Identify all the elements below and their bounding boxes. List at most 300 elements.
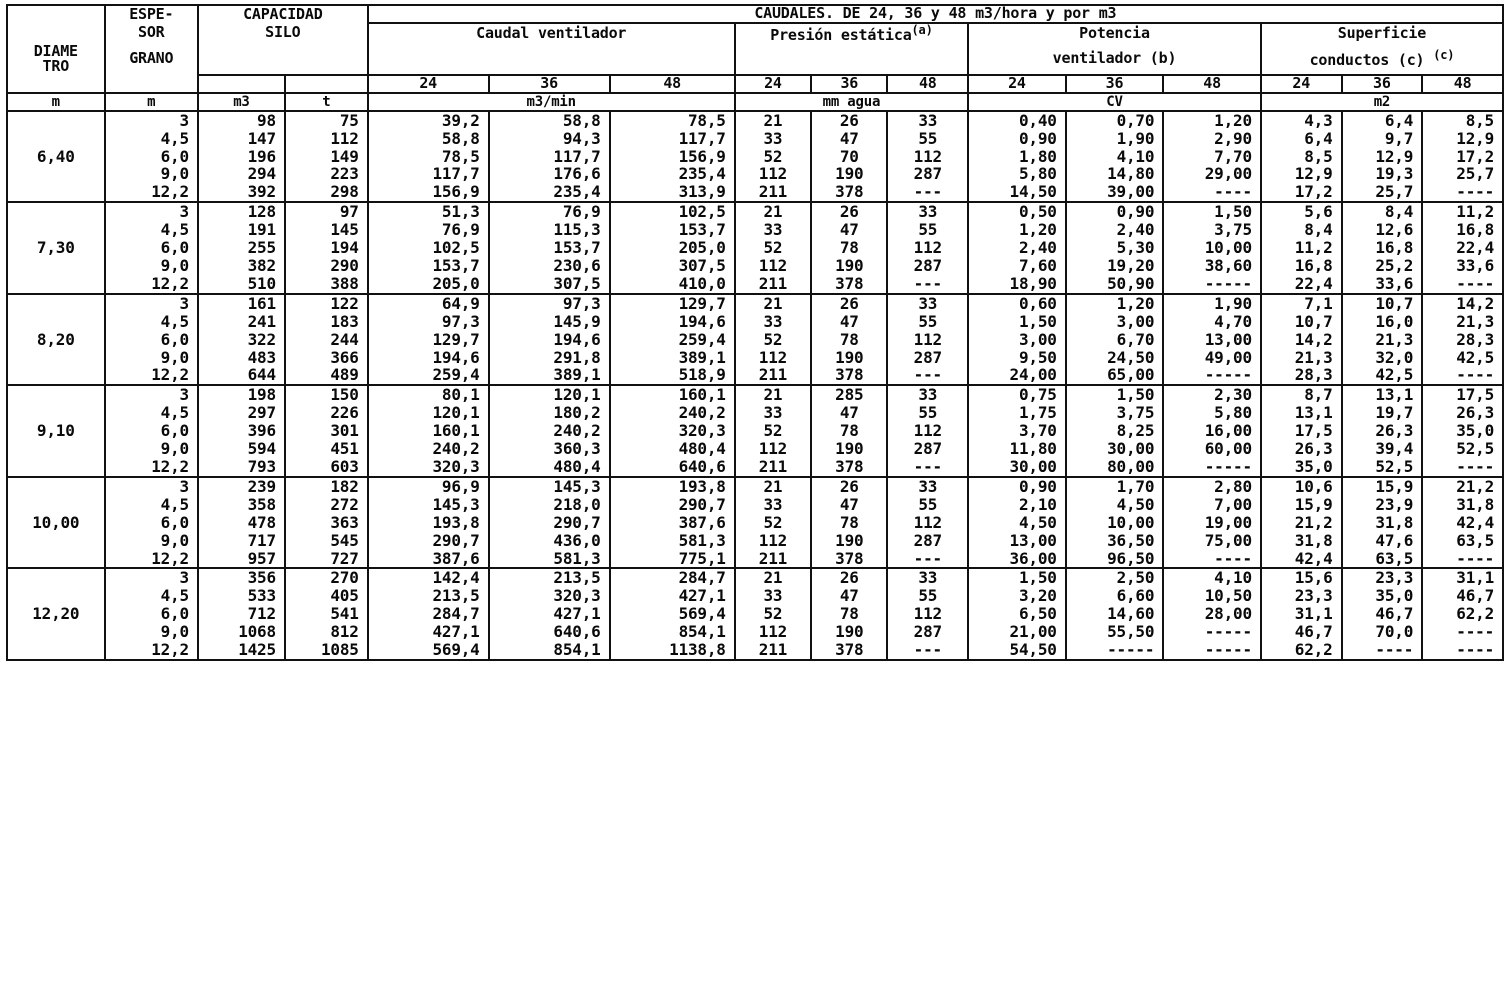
cell-value: 389,1 [678, 347, 726, 367]
cell-value: 8,25 [1116, 421, 1155, 441]
cell-value: 211 [758, 182, 788, 202]
group-superficie-36-cell [1342, 294, 1423, 386]
cell-value: 145 [330, 220, 359, 240]
cell-value: 378 [835, 365, 864, 385]
cell-value: 97 [339, 202, 359, 222]
cell-value: --- [913, 182, 942, 202]
cell-value: 3 [179, 476, 189, 496]
cell-value: 117,7 [432, 164, 480, 184]
cell-value: 26 [839, 476, 859, 496]
cell-value: 112 [913, 604, 942, 624]
cell-value: 7,60 [1018, 256, 1057, 275]
cell-value: 1085 [320, 640, 359, 660]
group-superficie-24-cell [1261, 477, 1342, 569]
header-presion-label: Presión estática [770, 25, 912, 44]
group-caudal-24-cell [368, 385, 489, 477]
cell-value: 533 [247, 586, 276, 606]
cell-value: 52 [763, 421, 783, 441]
group-capacidad-m3-cell [198, 568, 285, 660]
cell-value: 7,00 [1214, 494, 1252, 514]
cell-value: 290,7 [678, 494, 726, 514]
cell-value: 191 [247, 220, 276, 240]
header-row-flowcols [7, 75, 1503, 93]
cell-value: 50,90 [1107, 273, 1155, 293]
cell-value: 603 [330, 456, 359, 476]
cell-value: 62,2 [1294, 640, 1333, 660]
cell-value: 378 [835, 182, 864, 202]
cell-value: 63,5 [1375, 548, 1414, 568]
group-capacidad-t-cell [285, 568, 368, 660]
cell-value: 120,1 [553, 385, 601, 405]
cell-value: 478 [247, 512, 276, 532]
header-espesor-1: ESPE- [105, 5, 198, 23]
cell-value: 569,4 [678, 604, 726, 624]
cell-value: 6,0 [160, 512, 189, 532]
cell-value: 193,8 [432, 512, 480, 532]
header-row-sublabels [7, 44, 1503, 76]
cell-value: 3 [179, 202, 189, 222]
header-potencia-24: 24 [968, 75, 1066, 93]
cell-value: 42,5 [1375, 365, 1414, 385]
cell-value: 270 [330, 568, 359, 588]
cell-value: 366 [330, 347, 359, 367]
cell-value: 378 [835, 273, 864, 293]
cell-value: 16,00 [1204, 421, 1252, 441]
cell-value: 392 [247, 182, 276, 202]
cell-value: 4,10 [1214, 568, 1252, 588]
cell-value: 213,5 [432, 586, 480, 606]
cell-value: ----- [1107, 640, 1155, 660]
group-espesor-cell [105, 568, 198, 660]
cell-value: 14,2 [1294, 329, 1333, 349]
cell-value: ---- [1375, 640, 1414, 660]
cell-value: 8,4 [1304, 220, 1333, 240]
group-caudal-24-cell [368, 568, 489, 660]
cell-value: 196 [247, 146, 276, 166]
cell-value: 28,3 [1294, 365, 1333, 385]
cell-value: 320,3 [432, 456, 480, 476]
cell-value: 153,7 [432, 256, 480, 275]
cell-value: 153,7 [678, 220, 726, 240]
group-superficie-24-cell [1261, 111, 1342, 203]
cell-value: 287 [913, 347, 942, 367]
cell-value: 23,9 [1375, 494, 1414, 514]
cell-value: 3,20 [1018, 586, 1057, 606]
cell-value: 30,00 [1107, 439, 1155, 459]
cell-value: 644 [247, 365, 276, 385]
cell-value: 97,3 [562, 293, 601, 313]
group-caudal-24-cell [368, 111, 489, 203]
group-superficie-36-cell [1342, 202, 1423, 294]
cell-value: ---- [1456, 365, 1494, 385]
cell-value: 1068 [238, 622, 276, 642]
cell-value: 190 [835, 530, 864, 550]
cell-value: 7,70 [1214, 146, 1252, 166]
cell-value: 8,7 [1304, 385, 1333, 405]
cell-value: 55 [918, 494, 938, 514]
header-diametro: DIAME TRO [7, 44, 105, 76]
group-potencia-36-cell [1066, 477, 1164, 569]
cell-value: 58,8 [441, 128, 480, 148]
group-capacidad-t-cell [285, 385, 368, 477]
cell-value: 31,8 [1456, 494, 1494, 514]
cell-value: 717 [247, 530, 276, 550]
group-diametro-cell: 10,00 [7, 477, 105, 569]
cell-value: 47 [839, 311, 859, 331]
cell-value: 190 [835, 256, 864, 275]
cell-value: 33 [763, 403, 783, 423]
cell-value: 2,30 [1214, 385, 1252, 405]
group-potencia-24-cell [968, 568, 1066, 660]
cell-value: 21 [763, 110, 783, 130]
cell-value: 47 [839, 586, 859, 606]
header-caudal-ventilador: Caudal ventilador [368, 23, 735, 44]
cell-value: 22,4 [1456, 238, 1494, 258]
group-capacidad-t-cell [285, 111, 368, 203]
unit-espesor: m [105, 93, 198, 111]
cell-value: 1,50 [1018, 311, 1057, 331]
cell-value: 176,6 [553, 164, 601, 184]
group-caudal-48-cell [610, 477, 735, 569]
group-caudal-48-cell [610, 294, 735, 386]
cell-value: 775,1 [678, 548, 726, 568]
cell-value: 30,00 [1009, 456, 1057, 476]
header-caudal-36: 36 [489, 75, 610, 93]
cell-value: 3,00 [1018, 329, 1057, 349]
cell-value: 244 [330, 329, 359, 349]
cell-value: 190 [835, 439, 864, 459]
cell-value: 957 [247, 548, 276, 568]
cell-value: 117,7 [553, 146, 601, 166]
cell-value: 2,80 [1214, 476, 1252, 496]
group-capacidad-m3-cell [198, 111, 285, 203]
cell-value: 46,7 [1294, 622, 1333, 642]
cell-value: 39,00 [1107, 182, 1155, 202]
cell-value: 541 [330, 604, 359, 624]
cell-value: 427,1 [553, 604, 601, 624]
cell-value: 211 [758, 548, 788, 568]
cell-value: 183 [330, 311, 359, 331]
group-capacidad-m3-cell [198, 385, 285, 477]
cell-value: 65,00 [1107, 365, 1155, 385]
cell-value: 145,3 [432, 494, 480, 514]
cell-value: 211 [758, 273, 788, 293]
cell-value: 360,3 [553, 439, 601, 459]
cell-value: 19,7 [1375, 403, 1414, 423]
group-capacidad-t-cell [285, 202, 368, 294]
cell-value: 0,40 [1018, 110, 1057, 130]
header-superficie-36: 36 [1342, 75, 1423, 93]
cell-value: 194,6 [432, 347, 480, 367]
cell-value: 4,5 [160, 403, 189, 423]
cell-value: 122 [330, 293, 359, 313]
cell-value: 13,00 [1204, 329, 1252, 349]
cell-value: 31,8 [1375, 512, 1414, 532]
group-espesor-cell [105, 111, 198, 203]
cell-value: 64,9 [441, 293, 480, 313]
group-caudal-36-cell [489, 111, 610, 203]
cell-value: 47 [839, 494, 859, 514]
group-presion-48-cell [887, 294, 968, 386]
group-potencia-36-cell [1066, 111, 1164, 203]
cell-value: 1425 [238, 640, 276, 660]
cell-value: 11,2 [1456, 202, 1494, 222]
cell-value: 1,20 [1116, 293, 1155, 313]
header-superficie-label: Superficie [1337, 23, 1427, 42]
cell-value: 12,2 [151, 548, 189, 568]
cell-value: 21,3 [1375, 329, 1414, 349]
group-potencia-48-cell [1163, 111, 1261, 203]
cell-value: 226 [330, 403, 359, 423]
cell-value: 9,0 [160, 530, 189, 550]
group-presion-36-cell [811, 385, 887, 477]
header-row-banner [7, 5, 1503, 23]
cell-value: --- [913, 273, 942, 293]
cell-value: 11,80 [1009, 439, 1057, 459]
cell-value: 39,4 [1375, 439, 1414, 459]
cell-value: 235,4 [678, 164, 726, 184]
cell-value: 10,00 [1204, 238, 1252, 258]
cell-value: 1,50 [1018, 568, 1057, 588]
cell-value: ----- [1204, 273, 1252, 293]
cell-value: 10,6 [1294, 476, 1333, 496]
cell-value: 156,9 [432, 182, 480, 202]
cell-value: 0,75 [1018, 385, 1057, 405]
cell-value: 1138,8 [669, 640, 726, 660]
cell-value: 3 [179, 110, 189, 130]
cell-value: 2,90 [1214, 128, 1252, 148]
cell-value: 31,1 [1456, 568, 1494, 588]
cell-value: 98 [257, 110, 276, 130]
cell-value: 6,0 [160, 146, 189, 166]
cell-value: 10,7 [1294, 311, 1333, 331]
cell-value: 15,9 [1375, 476, 1414, 496]
cell-value: 14,60 [1107, 604, 1155, 624]
header-superficie-note: (c) [1433, 47, 1455, 62]
cell-value: 6,4 [1304, 128, 1333, 148]
cell-value: 1,70 [1116, 476, 1155, 496]
cell-value: 55 [918, 311, 938, 331]
cell-value: 70 [839, 146, 859, 166]
cell-value: 211 [758, 640, 788, 660]
cell-value: 4,10 [1116, 146, 1155, 166]
cell-value: 2,50 [1116, 568, 1155, 588]
cell-value: 80,00 [1107, 456, 1155, 476]
header-caudal-48: 48 [610, 75, 735, 93]
cell-value: 52,5 [1456, 439, 1494, 459]
group-presion-48-cell [887, 385, 968, 477]
cell-value: 42,4 [1456, 512, 1494, 532]
cell-value: 284,7 [432, 604, 480, 624]
group-caudal-36-cell [489, 202, 610, 294]
cell-value: 52 [763, 238, 783, 258]
group-superficie-36-cell [1342, 111, 1423, 203]
cell-value: 11,2 [1294, 238, 1333, 258]
cell-value: 298 [330, 182, 359, 202]
cell-value: 10,50 [1204, 586, 1252, 606]
group-superficie-48-cell [1422, 477, 1503, 569]
group-potencia-36-cell [1066, 202, 1164, 294]
cell-value: 480,4 [553, 456, 601, 476]
cell-value: ---- [1214, 182, 1252, 202]
cell-value: 13,1 [1375, 385, 1414, 405]
cell-value: 284,7 [678, 568, 726, 588]
cell-value: 160,1 [678, 385, 726, 405]
cell-value: 3,00 [1116, 311, 1155, 331]
group-presion-36-cell [811, 111, 887, 203]
group-presion-48-cell [887, 568, 968, 660]
cell-value: 26,3 [1294, 439, 1333, 459]
cell-value: 42,4 [1294, 548, 1333, 568]
cell-value: 33 [918, 110, 938, 130]
cell-value: 378 [835, 456, 864, 476]
header-presion-24: 24 [735, 75, 811, 93]
group-capacidad-m3-cell [198, 294, 285, 386]
cell-value: 19,3 [1375, 164, 1414, 184]
data-table [6, 4, 1504, 661]
cell-value: 33 [763, 128, 783, 148]
cell-value: 489 [330, 365, 359, 385]
cell-value: 115,3 [553, 220, 601, 240]
cell-value: 78 [839, 329, 859, 349]
cell-value: 21 [763, 568, 783, 588]
cell-value: 78 [839, 421, 859, 441]
cell-value: 190 [835, 622, 864, 642]
cell-value: 287 [913, 439, 942, 459]
table-row-group [7, 477, 1503, 569]
cell-value: 259,4 [678, 329, 726, 349]
cell-value: 9,50 [1018, 347, 1057, 367]
cell-value: 21,2 [1294, 512, 1333, 532]
group-presion-24-cell [735, 294, 811, 386]
group-diametro-cell: 6,40 [7, 111, 105, 203]
cell-value: 7,1 [1304, 293, 1333, 313]
cell-value: 33 [763, 220, 783, 240]
cell-value: 153,7 [553, 238, 601, 258]
group-caudal-36-cell [489, 568, 610, 660]
cell-value: 6,70 [1116, 329, 1155, 349]
cell-value: 356 [247, 568, 276, 588]
cell-value: 291,8 [553, 347, 601, 367]
header-potencia-48: 48 [1163, 75, 1261, 93]
cell-value: 23,3 [1294, 586, 1333, 606]
group-caudal-48-cell [610, 385, 735, 477]
group-espesor-cell [105, 477, 198, 569]
cell-value: 8,4 [1384, 202, 1414, 222]
cell-value: 112 [758, 347, 788, 367]
cell-value: 313,9 [678, 182, 726, 202]
header-grano-spacer [105, 75, 198, 93]
cell-value: 2,40 [1018, 238, 1057, 258]
cell-value: 3 [179, 385, 189, 405]
cell-value: ---- [1456, 273, 1494, 293]
cell-value: 147 [247, 128, 276, 148]
cell-value: 4,3 [1304, 110, 1333, 130]
cell-value: 47,6 [1375, 530, 1414, 550]
cell-value: 287 [913, 256, 942, 275]
group-potencia-24-cell [968, 477, 1066, 569]
header-superficie-sub [1261, 44, 1503, 76]
header-caudal-24: 24 [368, 75, 489, 93]
cell-value: 21,2 [1456, 476, 1494, 496]
cell-value: 31,1 [1294, 604, 1333, 624]
cell-value: 4,50 [1018, 512, 1057, 532]
cell-value: 712 [247, 604, 276, 624]
cell-value: 33 [918, 293, 938, 313]
group-potencia-48-cell [1163, 477, 1261, 569]
group-caudal-36-cell [489, 385, 610, 477]
header-superficie [1261, 23, 1503, 44]
cell-value: 96,9 [441, 476, 480, 496]
header-potencia: Potencia [968, 23, 1261, 44]
cell-value: 55,50 [1107, 622, 1155, 642]
cell-value: 35,0 [1294, 456, 1333, 476]
cell-value: 545 [330, 530, 359, 550]
cell-value: 52,5 [1375, 456, 1414, 476]
table-body [7, 111, 1503, 660]
group-presion-36-cell [811, 477, 887, 569]
cell-value: 55 [918, 220, 938, 240]
cell-value: 26 [839, 110, 859, 130]
group-espesor-cell [105, 202, 198, 294]
cell-value: 12,2 [151, 456, 189, 476]
cell-value: 19,20 [1107, 256, 1155, 275]
cell-value: 12,2 [151, 182, 189, 202]
cell-value: 33 [918, 202, 938, 222]
cell-value: ----- [1204, 365, 1252, 385]
cell-value: 33 [763, 494, 783, 514]
group-potencia-24-cell [968, 111, 1066, 203]
cell-value: ---- [1456, 456, 1494, 476]
header-superficie-sub-label: conductos (c) [1309, 50, 1425, 69]
cell-value: 21 [763, 476, 783, 496]
cell-value: 12,2 [151, 273, 189, 293]
cell-value: 46,7 [1456, 586, 1494, 606]
cell-value: 78 [839, 512, 859, 532]
cell-value: 17,2 [1456, 146, 1494, 166]
group-caudal-48-cell [610, 111, 735, 203]
group-superficie-48-cell [1422, 202, 1503, 294]
cell-value: 160,1 [432, 421, 480, 441]
group-espesor-cell [105, 294, 198, 386]
unit-presion: mm agua [735, 93, 968, 111]
group-caudal-48-cell [610, 568, 735, 660]
cell-value: 581,3 [678, 530, 726, 550]
cell-value: 194 [330, 238, 359, 258]
cell-value: 4,70 [1214, 311, 1252, 331]
cell-value: 15,6 [1294, 568, 1333, 588]
group-caudal-24-cell [368, 294, 489, 386]
cell-value: 8,5 [1304, 146, 1333, 166]
group-potencia-24-cell [968, 385, 1066, 477]
header-grano: GRANO [105, 44, 198, 76]
cell-value: 378 [835, 548, 864, 568]
header-silo-spacer [198, 44, 368, 76]
cell-value: 13,00 [1009, 530, 1057, 550]
group-caudal-36-cell [489, 294, 610, 386]
cell-value: 240,2 [432, 439, 480, 459]
cell-value: 24,00 [1009, 365, 1057, 385]
header-presion-48: 48 [887, 75, 968, 93]
cell-value: 389,1 [553, 365, 601, 385]
cell-value: 451 [330, 439, 359, 459]
cell-value: 156,9 [678, 146, 726, 166]
group-presion-24-cell [735, 477, 811, 569]
cell-value: 211 [758, 456, 788, 476]
cell-value: 21 [763, 293, 783, 313]
cell-value: 150 [330, 385, 359, 405]
cell-value: 12,6 [1375, 220, 1414, 240]
